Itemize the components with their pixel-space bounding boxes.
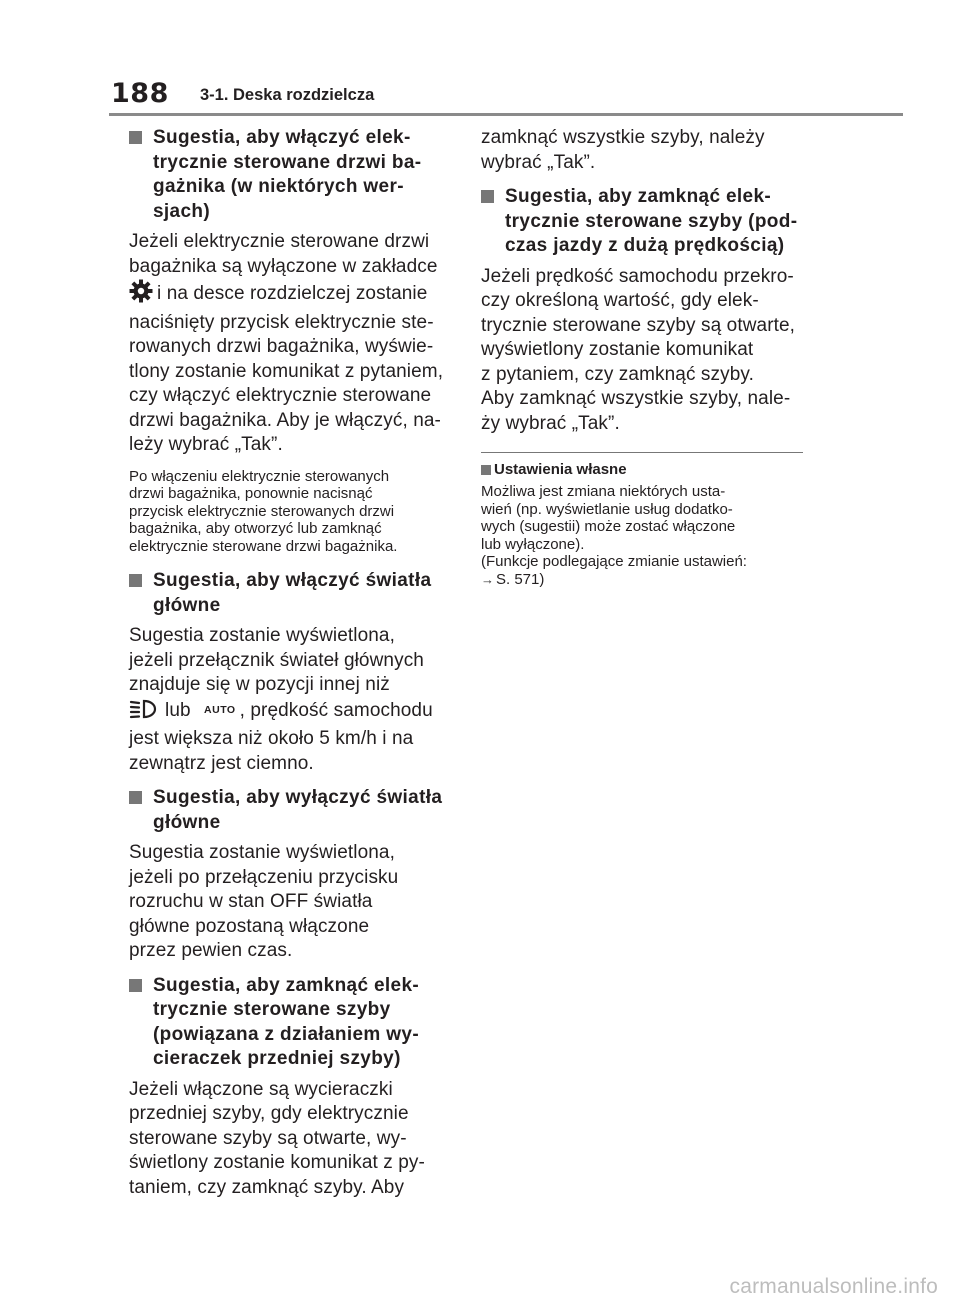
note-line: lub wyłączone). bbox=[481, 535, 585, 553]
text-after-icons: , prędkość samochodu bbox=[239, 699, 433, 721]
page-reference[interactable] bbox=[481, 571, 803, 589]
watermark: carmanualsonline.info bbox=[729, 1275, 938, 1298]
heading-line: główne bbox=[153, 594, 221, 616]
info-custom-settings bbox=[481, 483, 803, 589]
text-line: Jeżeli prędkość samochodu przekro- bbox=[481, 265, 794, 287]
square-bullet-icon bbox=[481, 190, 494, 203]
section-heading-headlights-off bbox=[129, 786, 451, 835]
note-line: (Funkcje podlegające zmianie ustawień: bbox=[481, 553, 747, 571]
text-line: tlony zostanie komunikat z pytaniem, bbox=[129, 360, 444, 382]
text-line: Jeżeli włączone są wycieraczki bbox=[129, 1078, 393, 1100]
note-line: Możliwa jest zmiana niektórych usta- bbox=[481, 483, 726, 500]
square-bullet-icon bbox=[129, 791, 142, 804]
text-line-with-icon bbox=[129, 279, 451, 311]
left-column bbox=[129, 126, 451, 1210]
text-line: taniem, czy zamknąć szyby. Aby bbox=[129, 1176, 405, 1198]
headlight-icon bbox=[129, 698, 157, 728]
text-line: bagażnika są wyłączone w zakładce bbox=[129, 255, 438, 277]
text-line: Sugestia zostanie wyświetlona, bbox=[129, 625, 395, 647]
text-lub: lub bbox=[165, 699, 191, 721]
section-title: 3-1. Deska rozdzielcza bbox=[200, 86, 375, 104]
text-line: jeżeli po przełączeniu przycisku bbox=[129, 866, 399, 888]
text-line: znajduje się w pozycji innej niż bbox=[129, 674, 390, 696]
text-line: Jeżeli elektrycznie sterowane drzwi bbox=[129, 231, 430, 252]
text-line: Sugestia zostanie wyświetlona, bbox=[129, 842, 395, 864]
text-line: czy włączyć elektrycznie sterowane bbox=[129, 385, 432, 406]
square-bullet-icon bbox=[129, 131, 142, 144]
text-line: rozruchu w stan OFF światła bbox=[129, 891, 373, 913]
paragraph-headlights-on bbox=[129, 624, 451, 776]
paragraph-power-tailgate bbox=[129, 230, 451, 458]
text-line-with-icons bbox=[129, 698, 451, 728]
heading-line: Sugestia, aby włączyć światła bbox=[153, 570, 432, 592]
text-line: zewnątrz jest ciemno. bbox=[129, 752, 314, 774]
text-line: z pytaniem, czy zamknąć szyby. bbox=[481, 363, 754, 385]
paragraph-windows-high-speed bbox=[481, 265, 803, 437]
paragraph-windows-wipers bbox=[129, 1078, 451, 1201]
info-heading-custom-settings bbox=[481, 461, 803, 479]
heading-line: gażnika (w niektórych wer- bbox=[153, 176, 404, 197]
paragraph-windows-wipers-continued bbox=[481, 126, 803, 175]
note-line: przycisk elektrycznie sterowanych drzwi bbox=[129, 502, 395, 520]
text-line: główne pozostaną włączone bbox=[129, 915, 370, 937]
text-line: zamknąć wszystkie szyby, należy bbox=[481, 127, 765, 148]
text-line: jest większa niż około 5 km/h i na bbox=[129, 728, 414, 750]
text-line: wyświetlony zostanie komunikat bbox=[481, 339, 754, 360]
gear-icon bbox=[129, 279, 153, 311]
heading-line: (powiązana z działaniem wy- bbox=[153, 1023, 420, 1045]
text-line: wybrać „Tak”. bbox=[481, 151, 596, 173]
note-line: drzwi bagażnika, ponownie nacisnąć bbox=[129, 485, 373, 503]
square-bullet-icon bbox=[129, 979, 142, 992]
section-heading-power-tailgate bbox=[129, 126, 451, 224]
section-heading-windows-wipers bbox=[129, 974, 451, 1072]
text-line: świetlony zostanie komunikat z py- bbox=[129, 1152, 425, 1174]
note-line: wych (sugestii) może zostać włączone bbox=[481, 518, 736, 536]
text-line: rowanych drzwi bagażnika, wyświe- bbox=[129, 336, 434, 357]
text-after-icon: i na desce rozdzielczej zostanie bbox=[157, 283, 428, 304]
page-reference-text: S. 571) bbox=[496, 570, 545, 588]
text-line: czy określoną wartość, gdy elek- bbox=[481, 290, 759, 311]
page-number: 188 bbox=[111, 78, 169, 109]
header-divider bbox=[109, 113, 903, 116]
text-line: przedniej szyby, gdy elektrycznie bbox=[129, 1103, 409, 1125]
page-header bbox=[0, 0, 960, 116]
text-line: naciśnięty przycisk elektrycznie ste- bbox=[129, 311, 434, 333]
square-bullet-icon bbox=[481, 465, 491, 475]
note-line: Po włączeniu elektrycznie sterowanych bbox=[129, 467, 390, 485]
heading-line: trycznie sterowane drzwi ba- bbox=[153, 151, 422, 173]
heading-line: trycznie sterowane szyby (pod- bbox=[505, 210, 798, 232]
heading-line: cieraczek przedniej szyby) bbox=[153, 1048, 401, 1070]
heading-line: Sugestia, aby zamknąć elek- bbox=[153, 974, 420, 996]
text-line: sterowane szyby są otwarte, wy- bbox=[129, 1127, 407, 1149]
paragraph-headlights-off bbox=[129, 841, 451, 964]
square-bullet-icon bbox=[129, 574, 142, 587]
section-heading-headlights-on bbox=[129, 569, 451, 618]
heading-line: czas jazdy z dużą prędkością) bbox=[505, 235, 785, 256]
heading-line: Sugestia, aby wyłączyć światła bbox=[153, 787, 443, 809]
text-line: leży wybrać „Tak”. bbox=[129, 434, 283, 455]
heading-line: trycznie sterowane szyby bbox=[153, 999, 391, 1021]
heading-line: sjach) bbox=[153, 200, 211, 222]
text-line: trycznie sterowane szyby są otwarte, bbox=[481, 314, 796, 336]
section-heading-windows-high-speed bbox=[481, 185, 803, 259]
text-line: Aby zamknąć wszystkie szyby, nale- bbox=[481, 388, 791, 409]
heading-line: Sugestia, aby włączyć elek- bbox=[153, 127, 411, 148]
heading-line: główne bbox=[153, 811, 221, 833]
text-line: przez pewien czas. bbox=[129, 940, 293, 962]
note-line: bagażnika, aby otworzyć lub zamknąć bbox=[129, 520, 382, 538]
note-power-tailgate bbox=[129, 468, 451, 556]
right-column bbox=[481, 126, 803, 603]
section-divider bbox=[481, 452, 803, 453]
auto-icon: AUTO bbox=[204, 703, 236, 716]
text-line: jeżeli przełącznik świateł głównych bbox=[129, 649, 424, 671]
text-line: ży wybrać „Tak”. bbox=[481, 412, 620, 434]
arrow-right-icon: → bbox=[481, 571, 494, 587]
text-line: drzwi bagażnika. Aby je włączyć, na- bbox=[129, 409, 441, 431]
note-line: elektrycznie sterowane drzwi bagażnika. bbox=[129, 537, 398, 555]
info-heading-text: Ustawienia własne bbox=[494, 461, 627, 478]
heading-line: Sugestia, aby zamknąć elek- bbox=[505, 186, 772, 207]
note-line: wień (np. wyświetlanie usług dodatko- bbox=[481, 500, 733, 518]
